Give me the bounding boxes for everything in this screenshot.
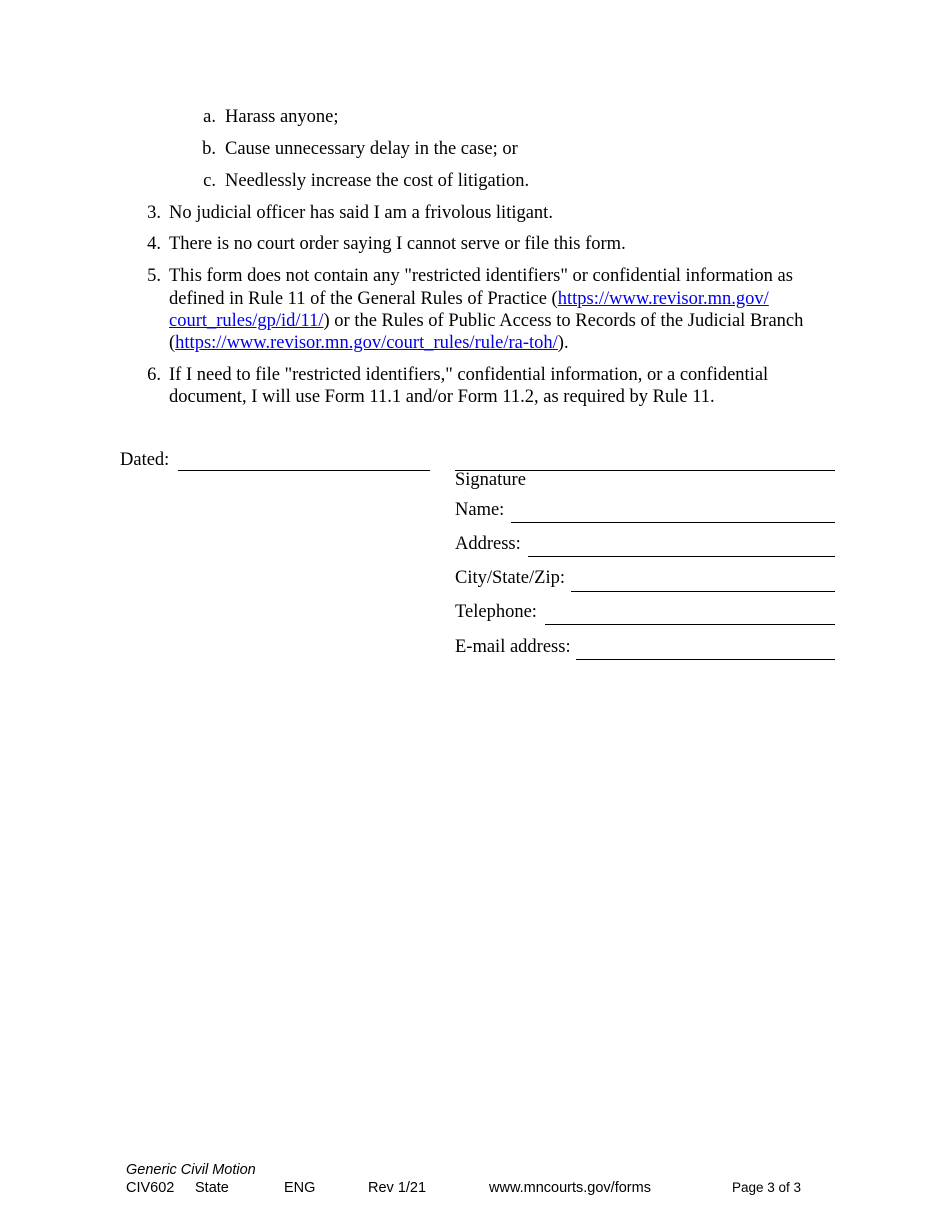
list-marker: c. (203, 171, 216, 191)
form-revision: Rev 1/21 (368, 1180, 427, 1196)
list-item-text: ). (557, 333, 569, 353)
list-item-text: defined in Rule 11 of the General Rules of Practice ( (169, 289, 558, 309)
form-jurisdiction: State (195, 1180, 229, 1196)
list-marker: b. (202, 139, 216, 159)
address-label: Address: (455, 534, 521, 554)
name-label: Name: (455, 500, 505, 520)
list-item-text: ( (169, 333, 176, 353)
list-item-text-line (169, 311, 803, 332)
list-item-text: This form does not contain any "restricted identifiers" or confidential information as (169, 266, 793, 286)
list-item-text: document, I will use Form 11.1 and/or Form 11.2, as required by Rule 11. (169, 387, 715, 407)
form-code: CIV602 (126, 1180, 175, 1196)
dated-field-line[interactable] (178, 470, 430, 471)
email-field-line[interactable] (576, 659, 835, 660)
form-title: Generic Civil Motion (126, 1162, 256, 1178)
list-item-text: Needlessly increase the cost of litigation. (225, 171, 530, 191)
list-marker: 4. (147, 234, 161, 254)
email-label: E-mail address: (455, 637, 571, 657)
list-item-text: Cause unnecessary delay in the case; or (225, 139, 518, 159)
address-field-line[interactable] (528, 556, 835, 557)
telephone-field-line[interactable] (545, 624, 835, 625)
signature-label: Signature (455, 470, 526, 490)
list-item-text: ) or the Rules of Public Access to Records of the Judicial Branch (323, 311, 804, 331)
list-marker: 6. (147, 365, 161, 385)
list-marker: a. (203, 107, 216, 127)
rule-11-link-continued[interactable]: court_rules/gp/id/11/ (169, 311, 324, 331)
name-field-line[interactable] (511, 522, 835, 523)
forms-website: www.mncourts.gov/forms (489, 1180, 651, 1196)
form-language: ENG (284, 1180, 316, 1196)
public-access-rules-link[interactable]: https://www.revisor.mn.gov/court_rules/rule/ra-toh/ (175, 333, 558, 353)
city-state-zip-label: City/State/Zip: (455, 568, 565, 588)
page-number: Page 3 of 3 (732, 1180, 802, 1195)
list-item-text-line (169, 289, 769, 310)
list-marker: 5. (147, 266, 161, 286)
city-state-zip-field-line[interactable] (571, 591, 835, 592)
list-item-text: If I need to file "restricted identifiers," confidential information, or a confidential (169, 365, 769, 385)
telephone-label: Telephone: (455, 602, 537, 622)
list-item-text-line (169, 333, 569, 354)
list-item-text: There is no court order saying I cannot serve or file this form. (169, 234, 626, 254)
list-marker: 3. (147, 203, 161, 223)
list-item-text: Harass anyone; (225, 107, 339, 127)
list-item-text: No judicial officer has said I am a frivolous litigant. (169, 203, 553, 223)
dated-label: Dated: (120, 450, 170, 470)
rule-11-link[interactable]: https://www.revisor.mn.gov/ (557, 289, 769, 309)
